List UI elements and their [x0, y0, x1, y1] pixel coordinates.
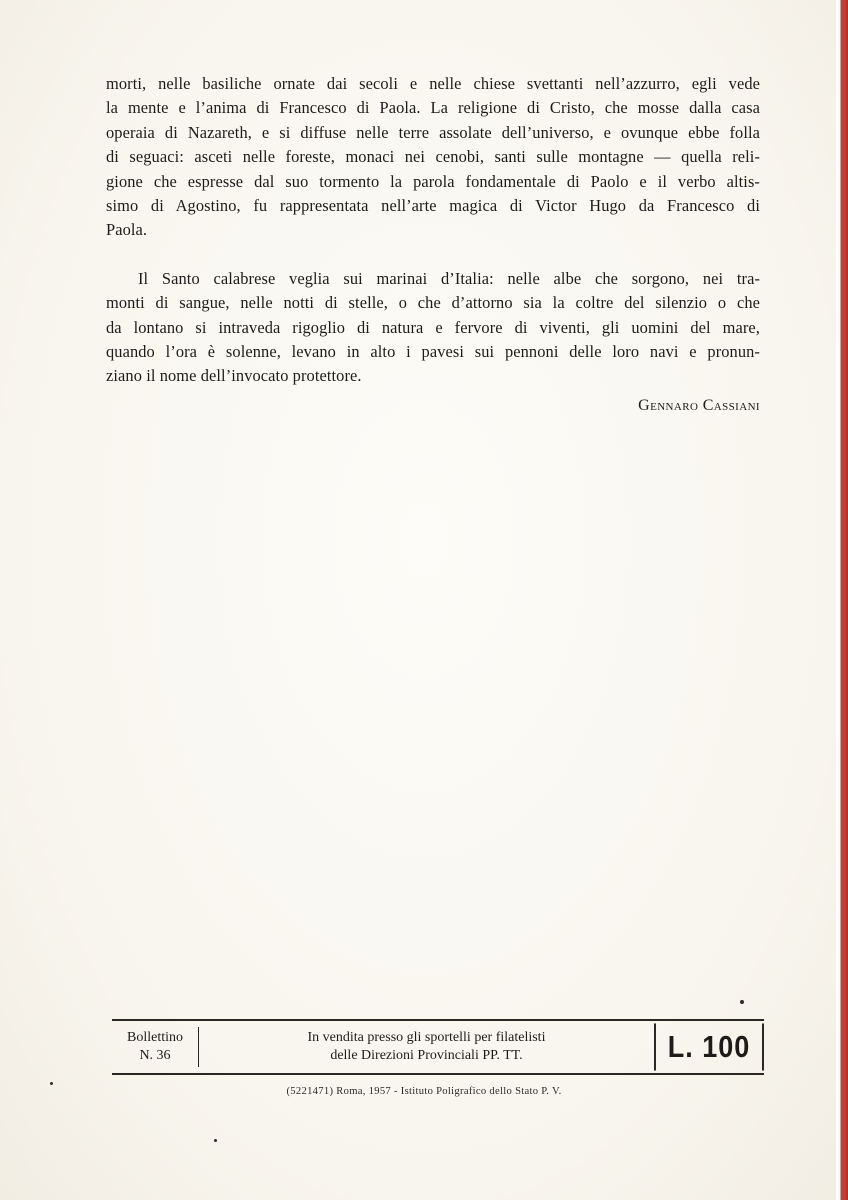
paper-speck [214, 1139, 217, 1142]
text-line: quando l’ora è solenne, levano in alto i pavesi sui pennoni delle loro navi e pronun- [106, 342, 760, 362]
bollettino-label: Bollettino [127, 1030, 183, 1045]
sale-info-line-2: delle Direzioni Provinciali PP. TT. [330, 1048, 523, 1063]
bollettino-number: N. 36 [139, 1048, 171, 1063]
article-body [106, 72, 760, 418]
text-line: simo di Agostino, fu rappresentata nell’arte magica di Victor Hugo da Francesco di [106, 196, 760, 216]
text-line: da lontano si intraveda rigoglio di natura e fervore di viventi, gli uomini del mare, [106, 317, 760, 337]
text-line: ziano il nome dell’invocato protettore. [106, 366, 362, 386]
text-line: di seguaci: asceti nelle foreste, monaci nei cenobi, santi sulle montagne — quella reli- [106, 147, 760, 167]
price-label: L. 100 [654, 1023, 764, 1070]
text-line: operaia di Nazareth, e si diffuse nelle terre assolate dell’universo, e ovunque ebbe folla [106, 122, 760, 142]
bollettino-cell [112, 1027, 199, 1067]
paper-speck [740, 1000, 744, 1004]
page-edge [836, 0, 848, 1200]
text-line: morti, nelle basiliche ornate dai secoli e nelle chiese svettanti nell’azzurro, egli vede [106, 74, 760, 93]
printer-imprint: (5221471) Roma, 1957 - Istituto Poligrafico dello Stato P. V. [286, 1086, 562, 1097]
paragraph-2 [106, 267, 760, 389]
text-line: Paola. [106, 220, 148, 240]
text-line: la mente e l’anima di Francesco di Paola. La religione di Cristo, che mosse dalla casa [106, 98, 760, 118]
text-line: Il Santo calabrese veglia sui marinai d’Italia: nelle albe che sorgono, nei tra- [138, 268, 760, 288]
paragraph-1 [106, 72, 760, 243]
text-line: monti di sangue, nelle notti di stelle, o che d’attorno sia la coltre del silenzio o che [106, 293, 760, 313]
paper-speck [50, 1082, 53, 1085]
footer-box [112, 1019, 764, 1075]
author-signature: Gennaro Cassiani [638, 396, 760, 414]
sale-info-line-1: In vendita presso gli sportelli per filatelisti [307, 1030, 546, 1045]
sale-info-cell [199, 1027, 654, 1067]
text-line: gione che espresse dal suo tormento la parola fondamentale di Paolo e il verbo altis- [106, 171, 760, 191]
